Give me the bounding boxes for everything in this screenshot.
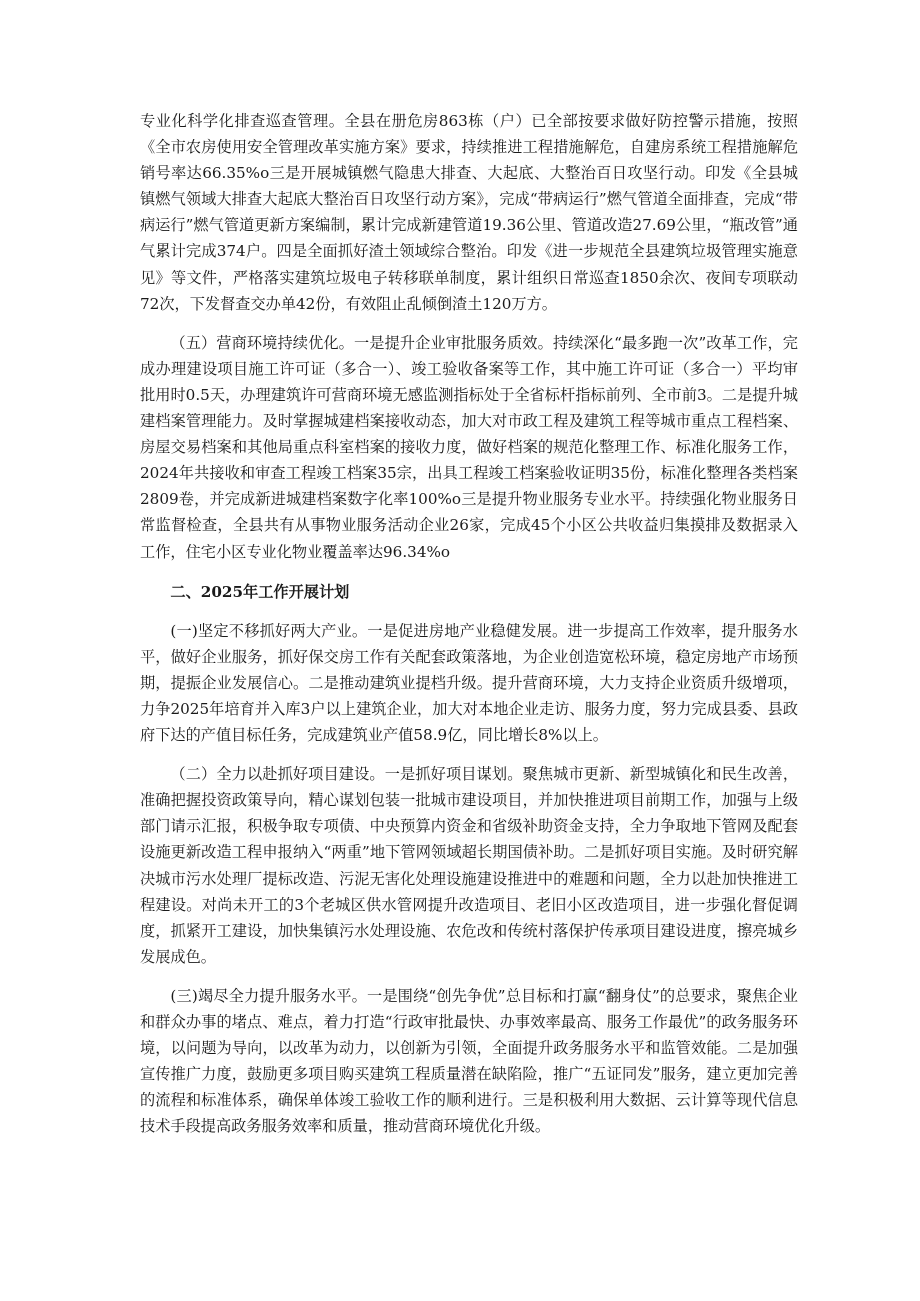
paragraph-two-industries: (一)坚定不移抓好两大产业。一是促进房地产业稳健发展。进一步提高工作效率，提升服务水平，做好企业服务，抓好保交房工作有关配套政策落地，为企业创造宽松环境，稳定房地产市场预期，提振企业发展信心。二是推动建筑业提档升级。提升营商环境，大力支持企业资质升级增项，力争2025年培育并入库3户以上建筑企业，加大对本地企业走访、服务力度，努力完成县委、县政府下达的产值目标任务，完成建筑业产值58.9亿，同比增长8%以上。: [140, 621, 798, 745]
paragraph-project-construction: （二）全力以赴抓好项目建设。一是抓好项目谋划。聚焦城市更新、新型城镇化和民生改善，准确把握投资政策导向，精心谋划包装一批城市建设项目，并加快推进项目前期工作，加强与上级部门请示汇报，积极争取专项债、中央预算内资金和省级补助资金支持，全力争取地下管网及配套设施更新改造工程申报纳入“两重”地下管网领域超长期国债补助。二是抓好项目实施。及时研究解决城市污水处理厂提标改造、污泥无害化处理设施建设推进中的难题和问题，全力以赴加快推进工程建设。对尚未开工的3个老城区供水管网提升改造项目、老旧小区改造项目，进一步强化督促调度，抓紧开工建设，加快集镇污水处理设施、农危改和传统村落保护传承项目建设进度，擦亮城乡发展成色。: [140, 765, 798, 966]
document-body: [140, 108, 798, 1139]
paragraph-housing-safety: 专业化科学化排查巡查管理。全县在册危房863栋（户）已全部按要求做好防控警示措施，按照《全市农房使用安全管理改革实施方案》要求，持续推进工程措施解危，自建房系统工程措施解危销号率达66.35%o三是开展城镇燃气隐患大排查、大起底、大整治百日攻坚行动。印发《全县城镇燃气领域大排查大起底大整治百日攻坚行动方案》，完成“带病运行”燃气管道全面排查，完成“带病运行”燃气管道更新方案编制，累计完成新建管道19.36公里、管道改造27.69公里，“瓶改管”通气累计完成374户。四是全面抓好渣土领域综合整治。印发《进一步规范全县建筑垃圾管理实施意见》等文件，严格落实建筑垃圾电子转移联单制度，累计组织日常巡查1850余次、夜间专项联动72次，下发督查交办单42份，有效阻止乱倾倒渣土120万方。: [140, 112, 798, 313]
paragraph-service-level: (三)竭尽全力提升服务水平。一是围绕“创先争优”总目标和打赢“翻身仗”的总要求，聚焦企业和群众办事的堵点、难点，着力打造“行政审批最快、办事效率最高、服务工作最优”的政务服务环境，以问题为导向，以改革为动力，以创新为引领，全面提升政务服务水平和监管效能。二是加强宣传推广力度，鼓励更多项目购买建筑工程质量潜在缺陷险，推广“五证同发”服务，建立更加完善的流程和标准体系，确保单体竣工验收工作的顺利进行。三是积极利用大数据、云计算等现代信息技术手段提高政务服务效率和质量，推动营商环境优化升级。: [140, 986, 798, 1136]
paragraph-business-environment: （五）营商环境持续优化。一是提升企业审批服务质效。持续深化“最多跑一次”改革工作，完成办理建设项目施工许可证（多合一）、竣工验收备案等工作，其中施工许可证（多合一）平均审批用时0.5天，办理建筑许可营商环境无感监测指标处于全省标杆指标前列、全市前3。二是提升城建档案管理能力。及时掌握城建档案接收动态，加大对市政工程及建筑工程等城市重点工程档案、房屋交易档案和其他局重点科室档案的接收力度，做好档案的规范化整理工作、标准化服务工作，2024年共接收和审查工程竣工档案35宗，出具工程竣工档案验收证明35份，标准化整理各类档案2809卷，并完成新进城建档案数字化率100%o三是提升物业服务专业水平。持续强化物业服务日常监督检查，全县共有从事物业服务活动企业26家，完成45个小区公共收益归集摸排及数据录入工作，住宅小区专业化物业覆盖率达96.34%o: [140, 333, 798, 561]
section-heading-2025-plan: 二、2025年工作开展计划: [170, 582, 350, 601]
